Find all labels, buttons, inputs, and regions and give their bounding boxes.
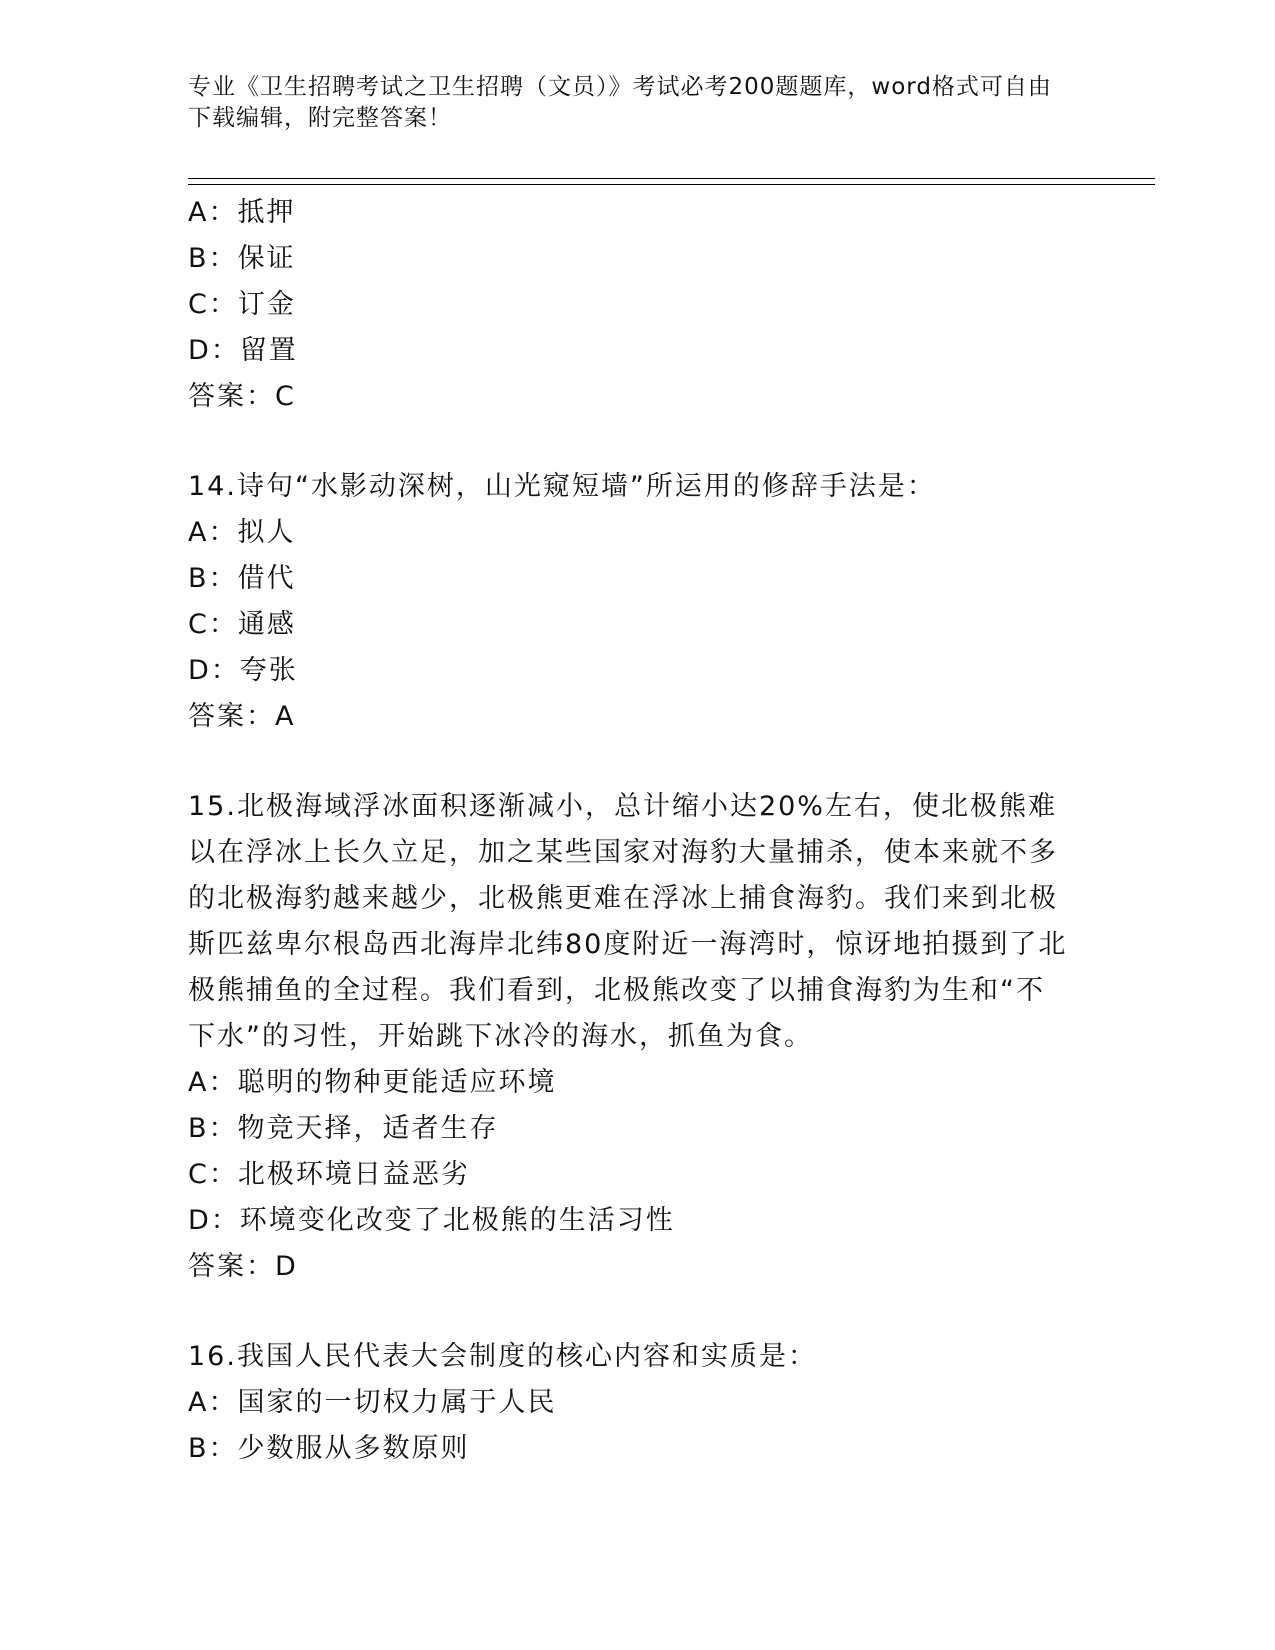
option-a: A：聪明的物种更能适应环境 xyxy=(188,1067,557,1098)
question-text: 16.我国人民代表大会制度的核心内容和实质是： xyxy=(188,1341,817,1372)
option-d: D：夸张 xyxy=(188,655,298,686)
question-13-block xyxy=(188,190,1068,420)
question-text: 14.诗句“水影动深树，山光窥短墙”所运用的修辞手法是： xyxy=(188,471,936,502)
document-header: 专业《卫生招聘考试之卫生招聘（文员）》考试必考200题题库，word格式可自由下载编辑，附完整答案！ xyxy=(188,74,1052,131)
answer-line: 答案：D xyxy=(188,1251,298,1282)
answer-line: 答案：A xyxy=(188,701,296,732)
answer-line: 答案：C xyxy=(188,381,296,412)
spacer xyxy=(188,740,1068,784)
option-c: C：北极环境日益恶劣 xyxy=(188,1159,470,1190)
option-d: D：留置 xyxy=(188,335,298,366)
question-text: 15.北极海域浮冰面积逐渐减小，总计缩小达20%左右，使北极熊难以在浮冰上长久立足，加之某些国家对海豹大量捕杀，使本来就不多的北极海豹越来越少，北极熊更难在浮冰上捕食海豹。我们来到北极斯匹兹卑尔根岛西北海岸北纬80度附近一海湾时，惊讶地拍摄到了北极熊捕鱼的全过程。我们看到，北极熊改变了以捕食海豹为生和“不下水”的习性，开始跳下冰冷的海水，抓鱼为食。 xyxy=(188,791,1068,1052)
question-14-block xyxy=(188,464,1068,740)
header-rule-top xyxy=(188,178,1155,179)
option-a: A：抵押 xyxy=(188,197,296,228)
option-b: B：物竞天择，适者生存 xyxy=(188,1113,499,1144)
spacer xyxy=(188,420,1068,464)
header-rule-bottom xyxy=(188,184,1155,185)
option-b: B：少数服从多数原则 xyxy=(188,1433,470,1464)
question-16-block xyxy=(188,1334,1068,1472)
option-d: D：环境变化改变了北极熊的生活习性 xyxy=(188,1205,675,1236)
option-c: C：通感 xyxy=(188,609,296,640)
option-a: A：拟人 xyxy=(188,517,296,548)
option-b: B：借代 xyxy=(188,563,296,594)
document-body xyxy=(188,190,1068,1472)
question-15-block xyxy=(188,784,1068,1290)
option-c: C：订金 xyxy=(188,289,296,320)
spacer xyxy=(188,1290,1068,1334)
option-a: A：国家的一切权力属于人民 xyxy=(188,1387,557,1418)
option-b: B：保证 xyxy=(188,243,296,274)
